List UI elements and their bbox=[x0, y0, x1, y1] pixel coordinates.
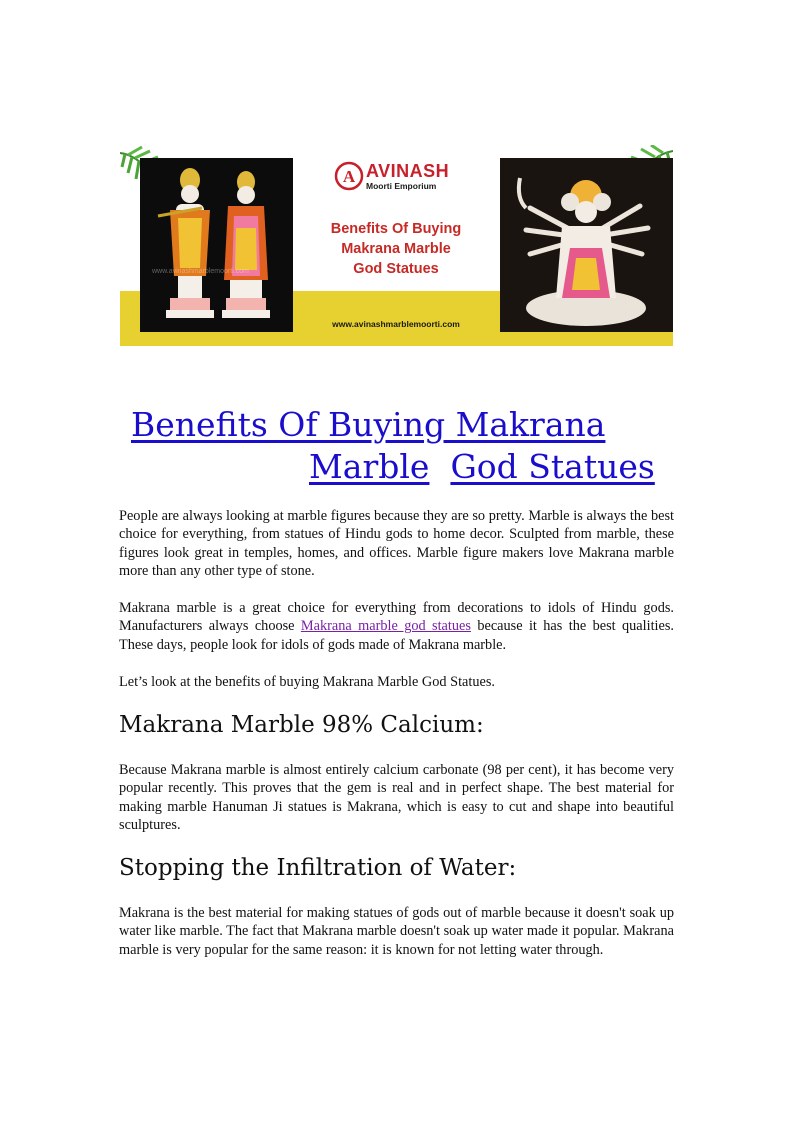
watermark-text: www.avinashmarblemoorti.com bbox=[152, 268, 249, 275]
avinash-logo-icon bbox=[334, 161, 364, 191]
makrana-god-statues-link[interactable]: Makrana marble god statues bbox=[300, 618, 471, 635]
brand-name: AVINASH bbox=[366, 161, 450, 181]
radha-krishna-statue-photo bbox=[140, 158, 293, 332]
benefits-intro-paragraph: Let’s look at the benefits of buying Makrana Marble God Statues. bbox=[119, 674, 495, 690]
intro-paragraph: People are always looking at marble figures because they are so pretty. Marble is always the best choice for everything, from statues of Hindu gods to home decor. Sculpted from marble, these figures look great in temples, homes, and offices. Marble figure makers love Makrana marble more than any other type of stone. bbox=[119, 508, 674, 580]
banner-url: www.avinashmarblemoorti.com bbox=[332, 319, 460, 329]
title-link-god-statues[interactable]: God Statues bbox=[450, 447, 655, 486]
hanuman-statue-photo bbox=[500, 158, 673, 332]
makrana-choice-paragraph bbox=[119, 599, 674, 654]
banner-title-line: God Statues bbox=[353, 261, 439, 277]
section-body-calcium: Because Makrana marble is almost entirely calcium carbonate (98 per cent), it has become very popular recently. This proves that the gem is real and in perfect shape. The best material for making marble Hanuman Ji statues is Makrana, which is easy to cut and shape into beautiful sculptures. bbox=[119, 762, 674, 834]
banner-title bbox=[296, 219, 496, 279]
section-heading-water: Stopping the Infiltration of Water: bbox=[119, 855, 517, 881]
hero-banner bbox=[120, 145, 673, 346]
section-heading-calcium: Makrana Marble 98% Calcium: bbox=[119, 712, 484, 738]
banner-title-line: Makrana Marble bbox=[341, 241, 451, 257]
section-body-water: Makrana is the best material for making statues of gods out of marble because it doesn't soak up water like marble. The fact that Makrana marble doesn't soak up water made it popular. Makrana marble is very popular for the same reason: it is known for not letting water through. bbox=[119, 905, 674, 958]
title-link-marble[interactable]: Marble bbox=[309, 447, 430, 486]
radha-krishna-figures-icon bbox=[140, 158, 293, 332]
paragraph-text: Makrana marble is a great choice for everything from decorations to idols of Hindu gods. Manufacturers always choose bbox=[119, 600, 674, 635]
banner-title-line: Benefits Of Buying bbox=[330, 221, 462, 237]
hanuman-figure-icon bbox=[500, 158, 673, 332]
brand-subtitle: Moorti Emporium bbox=[366, 181, 437, 191]
logo-letter: A bbox=[342, 167, 356, 186]
title-link-line1[interactable]: Benefits Of Buying Makrana bbox=[131, 405, 606, 444]
paragraph-text: because it has the best qualities. These days, people look for idols of gods made of Makrana marble. bbox=[119, 618, 674, 653]
brand-logo bbox=[334, 159, 474, 199]
